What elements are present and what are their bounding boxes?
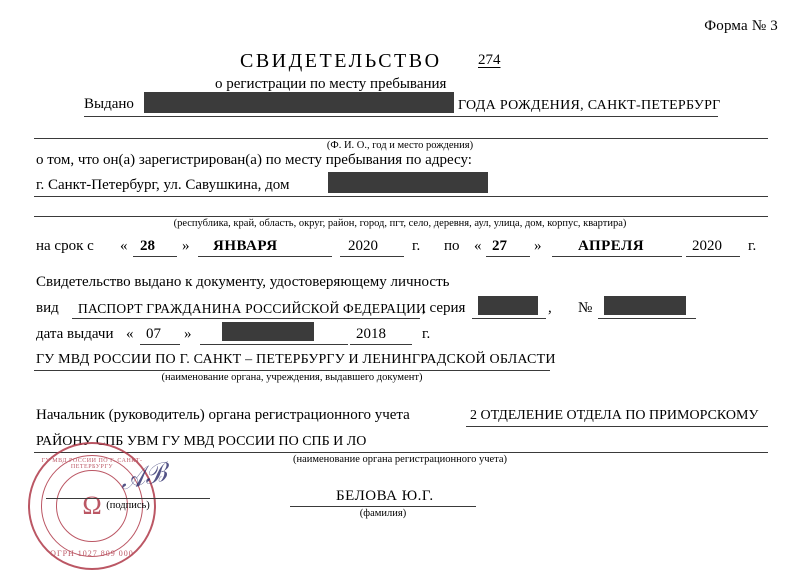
term-quote-open-from: « — [120, 238, 128, 254]
identity-number-line — [598, 318, 696, 319]
official-org-line1-underline — [466, 426, 768, 427]
identity-kind-line — [72, 318, 420, 319]
redacted-number-block — [604, 296, 686, 315]
address-second-line — [34, 216, 768, 217]
identity-issue-quote-close: » — [184, 326, 192, 342]
term-from-month: ЯНВАРЯ — [213, 238, 278, 254]
term-quote-open-to: « — [474, 238, 482, 254]
official-surname: БЕЛОВА Ю.Г. — [336, 488, 434, 504]
signature-caption: (подпись) — [106, 500, 150, 511]
official-org-line2: РАЙОНУ СПБ УВМ ГУ МВД РОССИИ ПО СПБ И ЛО — [36, 434, 367, 449]
term-to-year: 2020 — [692, 238, 722, 254]
term-from-year-mark: г. — [412, 238, 421, 254]
redacted-name-block — [144, 92, 454, 113]
identity-intro: Свидетельство выдано к документу, удостоверяющему личность — [36, 274, 450, 290]
term-to-label: по — [444, 238, 460, 254]
term-quote-close-from: » — [182, 238, 190, 254]
page-subtitle: о регистрации по месту пребывания — [215, 76, 447, 92]
identity-issue-year: 2018 — [356, 326, 386, 342]
registration-address: г. Санкт-Петербург, ул. Савушкина, дом — [36, 177, 290, 193]
eagle-emblem-icon: Ω — [82, 491, 102, 520]
official-title-label: Начальник (руководитель) органа регистрационного учета — [36, 407, 410, 423]
surname-caption: (фамилия) — [359, 508, 407, 519]
identity-number-comma: , — [548, 300, 552, 316]
issued-second-line — [34, 138, 768, 139]
term-from-day: 28 — [140, 238, 155, 254]
identity-issue-quote-open: « — [126, 326, 134, 342]
stamp-top-text: ГУ МВД РОССИИ ПО Г. САНКТ-ПЕТЕРБУРГУ — [41, 458, 143, 470]
term-from-day-line — [133, 256, 177, 257]
redacted-issue-month-block — [222, 322, 314, 341]
redacted-series-block — [478, 296, 538, 315]
term-to-day-line — [486, 256, 530, 257]
certificate-number: 274 — [478, 52, 501, 68]
handwritten-signature: 𝒜ℬ — [117, 457, 169, 496]
term-to-year-mark: г. — [748, 238, 757, 254]
term-label: на срок с — [36, 238, 94, 254]
identity-series-label: , серия — [422, 300, 466, 316]
redacted-address-block — [328, 172, 488, 193]
surname-line — [290, 506, 476, 507]
term-from-year: 2020 — [348, 238, 378, 254]
form-number: Форма № 3 — [704, 18, 778, 34]
term-to-month: АПРЕЛЯ — [578, 238, 645, 254]
identity-issue-year-mark: г. — [422, 326, 431, 342]
address-underline — [34, 196, 768, 197]
official-org-line1: 2 ОТДЕЛЕНИЕ ОТДЕЛА ПО ПРИМОРСКОМУ — [470, 408, 759, 423]
identity-kind-label: вид — [36, 300, 59, 316]
identity-issue-day-line — [140, 344, 180, 345]
identity-authority-line — [34, 370, 550, 371]
issued-tail-text: ГОДА РОЖДЕНИЯ, САНКТ-ПЕТЕРБУРГ — [458, 98, 721, 113]
official-org-caption: (наименование органа регистрационного учета) — [292, 454, 508, 465]
identity-issue-month-line — [200, 344, 348, 345]
term-to-month-line — [552, 256, 682, 257]
stamp-bottom-text: ОГРН 1027 809 000 — [50, 549, 134, 558]
identity-authority-caption: (наименование органа, учреждения, выдавшего документ) — [161, 372, 423, 383]
identity-kind-value: ПАСПОРТ ГРАЖДАНИНА РОССИЙСКОЙ ФЕДЕРАЦИИ — [78, 301, 426, 316]
signature-line — [46, 498, 210, 499]
page-title: СВИДЕТЕЛЬСТВО — [240, 50, 442, 72]
registration-intro: о том, что он(а) зарегистрирован(а) по месту пребывания по адресу: — [36, 152, 472, 168]
identity-authority: ГУ МВД РОССИИ ПО Г. САНКТ – ПЕТЕРБУРГУ И ЛЕНИНГРАДСКОЙ ОБЛАСТИ — [36, 352, 556, 367]
issued-underline — [84, 116, 718, 117]
identity-number-label: № — [578, 300, 593, 316]
term-from-year-line — [340, 256, 404, 257]
identity-series-line — [472, 318, 546, 319]
identity-issue-day: 07 — [146, 326, 161, 342]
address-caption: (республика, край, область, округ, район, город, пгт, село, деревня, аул, улица, дом, корпус, квартира) — [173, 218, 627, 229]
term-to-day: 27 — [492, 238, 507, 254]
term-quote-close-to: » — [534, 238, 542, 254]
identity-issue-date-label: дата выдачи — [36, 326, 114, 342]
term-from-month-line — [198, 256, 332, 257]
term-to-year-line — [686, 256, 740, 257]
issued-caption: (Ф. И. О., год и место рождения) — [326, 140, 474, 151]
official-org-line2-underline — [34, 452, 768, 453]
issued-label: Выдано — [84, 96, 134, 112]
identity-issue-year-line — [350, 344, 412, 345]
